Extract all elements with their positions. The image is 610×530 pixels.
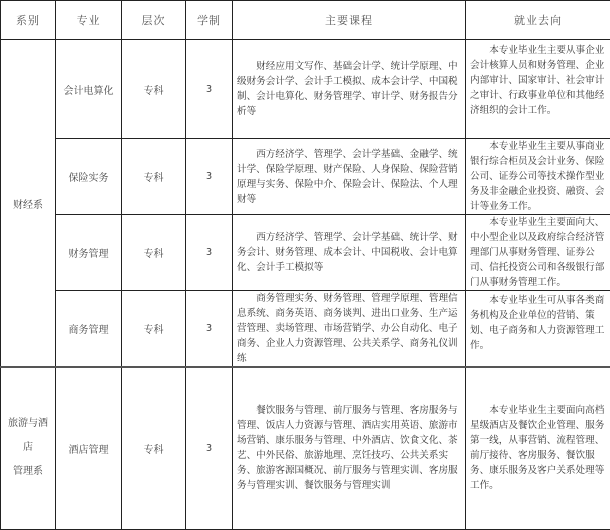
courses-cell: [233, 367, 466, 529]
department-name-line: 旅游与酒: [1, 412, 55, 436]
department-cell: [1, 367, 56, 529]
level-cell: 专科: [122, 367, 186, 529]
level-cell: 专科: [122, 139, 186, 215]
courses-text: 西方经济学、管理学、会计学基础、统计学、财务会计、财务管理、成本会计、中国税收、会计电算化、会计手工模拟等: [237, 230, 461, 275]
employment-text: 本专业毕业生主要面向大、中小型企业以及政府综合经济管理部门从事财务管理、证券公司、信托投资公司和各级银行部门从事财务管理工作。: [470, 215, 606, 290]
level-cell: 专科: [122, 40, 186, 139]
employment-text: 本专业毕业生可从事各类商务机构及企业单位的营销、策划、电子商务和人力资源管理工作。: [470, 293, 606, 353]
table-row: [1, 367, 610, 529]
header-row: [1, 1, 610, 40]
level-cell: 专科: [122, 291, 186, 368]
courses-text: 西方经济学、管理学、会计学基础、金融学、统计学、保险学原理、财产保险、人身保险、保险营销原理与实务、保险中介、保险会计、保险法、个人理财等: [237, 147, 461, 207]
years-cell: 3: [186, 291, 233, 368]
employment-text: 本专业毕业生主要从事企业会计核算人员和财务管理、企业内部审计、国家审计、社会审计之审计、行政事业单位和其他经济组织的会计工作。: [470, 43, 606, 118]
header-courses: 主要课程: [233, 1, 466, 40]
major-cell: 酒店管理: [56, 367, 122, 529]
employment-cell: [466, 40, 610, 139]
table-row: [1, 139, 610, 215]
years-cell: 3: [186, 215, 233, 291]
courses-cell: [233, 291, 466, 368]
major-cell: 会计电算化: [56, 40, 122, 139]
table-row: [1, 40, 610, 139]
courses-cell: [233, 139, 466, 215]
employment-cell: [466, 367, 610, 529]
employment-text: 本专业毕业生主要从事商业银行综合柜员及会计业务、保险公司、证券公司等技术操作型业务及非金融企业投资、融资、会计等业务工作。: [470, 139, 606, 214]
header-major: 专业: [56, 1, 122, 40]
years-cell: 3: [186, 367, 233, 529]
level-cell: 专科: [122, 215, 186, 291]
courses-text: 餐饮服务与管理、前厅服务与管理、客房服务与管理、饭店人力资源与管理、酒店实用英语、旅游市场营销、康乐服务与管理、中外酒店、饮食文化、茶艺、中外民俗、旅游地理、烹饪技巧、公共关系实务、旅游客源国概况、前厅服务与管理实训、客房服务与管理实训、餐饮服务与管理实训: [237, 403, 461, 493]
department-name-line: 管理系: [1, 460, 55, 484]
header-level: 层次: [122, 1, 186, 40]
header-years: 学制: [186, 1, 233, 40]
employment-cell: [466, 215, 610, 291]
major-cell: 财务管理: [56, 215, 122, 291]
major-cell: 商务管理: [56, 291, 122, 368]
years-cell: 3: [186, 139, 233, 215]
department-cell: [1, 40, 56, 368]
department-name: 财经系: [13, 200, 43, 211]
table-row: [1, 291, 610, 368]
employment-text: 本专业毕业生主要面向高档星级酒店及餐饮企业管理、服务第一线，从事营销、流程管理、前厅接待、客房服务、餐饮服务、康乐服务及客户关系处理等工作。: [470, 403, 606, 493]
courses-text: 商务管理实务、财务管理、管理学原理、管理信息系统、商务英语、商务谈判、进出口业务、生产运营管理、卖场管理、市场营销学、办公自动化、电子商务、企业人力资源管理、公共关系学、商务礼仪训练: [237, 291, 461, 366]
employment-cell: [466, 139, 610, 215]
courses-cell: [233, 215, 466, 291]
header-department: 系别: [1, 1, 56, 40]
department-name-line: 店: [1, 436, 55, 460]
courses-text: 财经应用文写作、基础会计学、统计学原理、中级财务会计学、会计手工模拟、成本会计学、中国税制、会计电算化、财务管理学、审计学、财务报告分析等: [237, 59, 461, 119]
header-employment: 就业去向: [466, 1, 610, 40]
employment-cell: [466, 291, 610, 368]
courses-cell: [233, 40, 466, 139]
table-row: [1, 215, 610, 291]
major-cell: 保险实务: [56, 139, 122, 215]
years-cell: 3: [186, 40, 233, 139]
